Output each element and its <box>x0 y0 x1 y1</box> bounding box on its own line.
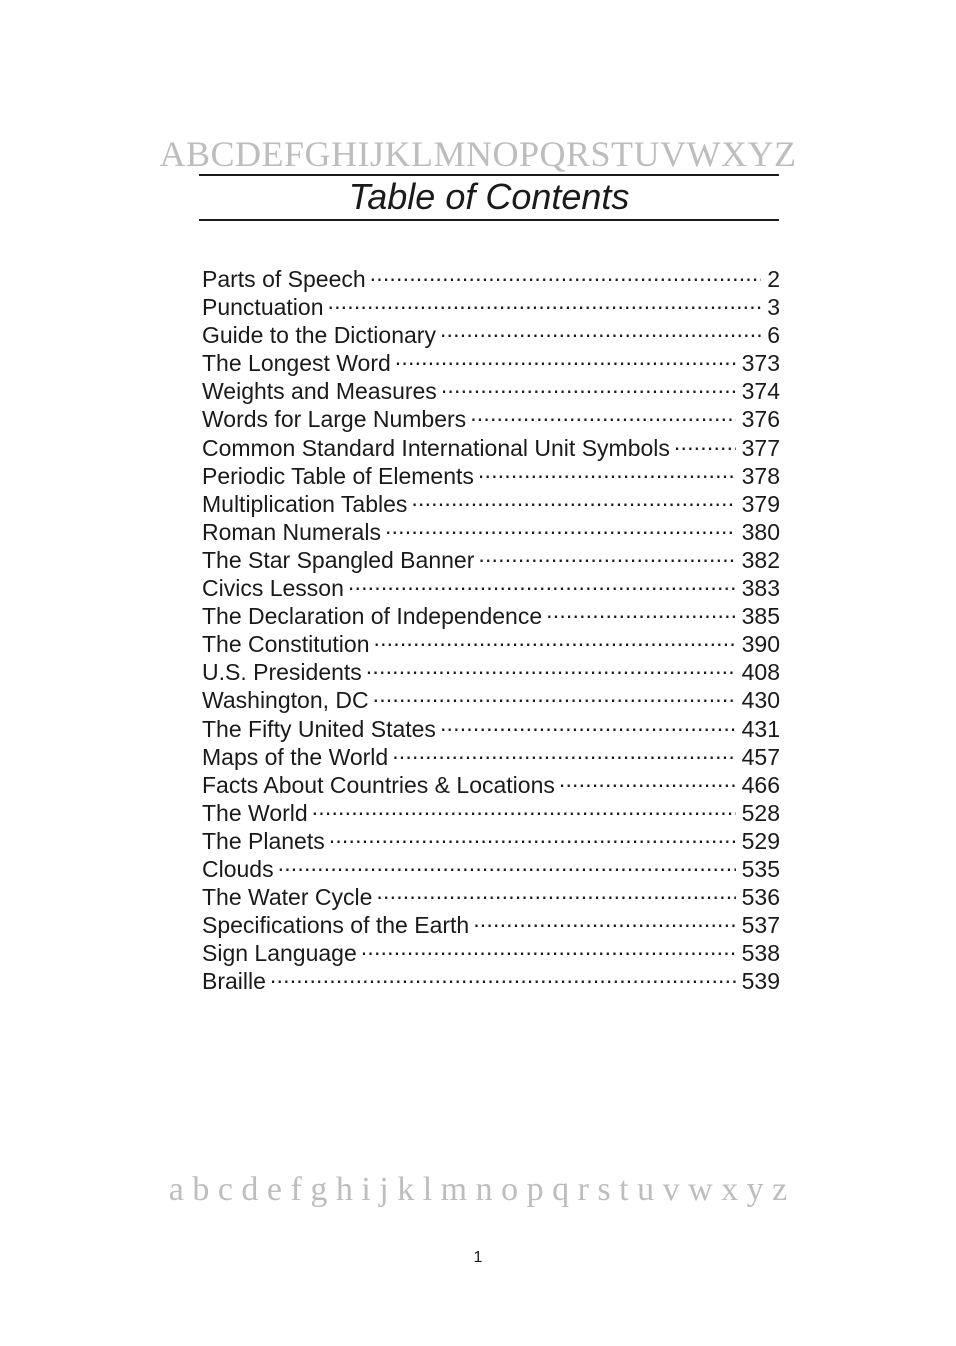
toc-entry-page-number: 379 <box>741 490 780 517</box>
toc-dot-leader <box>327 287 761 315</box>
toc-dot-leader <box>329 821 736 849</box>
toc-entry-label: The Star Spangled Banner <box>202 546 475 573</box>
toc-dot-leader <box>348 568 736 596</box>
alphabet-lowercase-banner: a b c d e f g h i j k l m n o p q r s t u v w x y z <box>168 1171 788 1208</box>
toc-dot-leader <box>373 680 736 708</box>
toc-entry-page-number: 466 <box>741 771 780 798</box>
toc-entry-page-number: 539 <box>741 968 780 995</box>
toc-entry-label: Maps of the World <box>202 743 389 770</box>
toc-entry-label: Washington, DC <box>202 687 369 714</box>
toc-dot-leader <box>478 540 735 568</box>
toc-dot-leader <box>440 709 736 737</box>
toc-entry-page-number: 382 <box>741 546 780 573</box>
toc-entry-page-number: 3 <box>767 294 780 321</box>
toc-entry-page-number: 390 <box>741 631 780 658</box>
page-title: Table of Contents <box>348 176 630 217</box>
toc-entry <box>202 259 780 292</box>
toc-entry-page-number: 373 <box>741 350 780 377</box>
toc-dot-leader <box>470 399 735 427</box>
toc-dot-leader <box>270 961 736 989</box>
toc-entry-label: The Fifty United States <box>202 715 436 742</box>
table-of-contents <box>202 259 780 995</box>
toc-entry-page-number: 537 <box>741 912 780 939</box>
toc-dot-leader <box>478 456 736 484</box>
toc-entry-page-number: 378 <box>741 462 780 489</box>
toc-entry-page-number: 528 <box>741 799 780 826</box>
toc-entry-page-number: 431 <box>741 715 780 742</box>
toc-entry <box>202 961 780 995</box>
toc-dot-leader <box>441 371 736 399</box>
toc-entry-label: The Declaration of Independence <box>202 603 543 630</box>
toc-dot-leader <box>559 765 736 793</box>
toc-entry-label: The Constitution <box>202 631 370 658</box>
title-rule-bottom <box>199 219 779 221</box>
toc-entry-label: The World <box>202 799 308 826</box>
toc-entry-page-number: 408 <box>741 659 780 686</box>
page-number: 1 <box>473 1249 483 1266</box>
toc-dot-leader <box>546 596 735 624</box>
toc-entry-page-number: 2 <box>767 266 780 292</box>
toc-entry-page-number: 538 <box>741 940 780 967</box>
toc-entry-page-number: 383 <box>741 575 780 602</box>
toc-entry-label: Guide to the Dictionary <box>202 322 436 349</box>
toc-entry-label: Facts About Countries & Locations <box>202 771 555 798</box>
toc-entry <box>202 877 780 911</box>
toc-entry-label: Clouds <box>202 855 274 882</box>
toc-dot-leader <box>278 849 736 877</box>
toc-dot-leader <box>440 315 761 343</box>
toc-entry-page-number: 376 <box>741 406 780 433</box>
toc-entry-page-number: 529 <box>741 827 780 854</box>
toc-entry-label: The Water Cycle <box>202 884 373 911</box>
toc-entry-label: Words for Large Numbers <box>202 406 467 433</box>
toc-entry-label: Specifications of the Earth <box>202 912 470 939</box>
toc-entry-label: Sign Language <box>202 940 357 967</box>
toc-dot-leader <box>370 259 762 287</box>
toc-entry-label: The Planets <box>202 827 325 854</box>
toc-entry-label: Roman Numerals <box>202 518 381 545</box>
toc-entry-label: Multiplication Tables <box>202 490 408 517</box>
toc-dot-leader <box>361 933 736 961</box>
toc-entry-page-number: 535 <box>741 855 780 882</box>
toc-entry <box>202 849 780 882</box>
toc-entry-page-number: 385 <box>741 603 780 630</box>
toc-dot-leader <box>366 652 736 680</box>
toc-dot-leader <box>674 428 736 456</box>
toc-entry-label: Common Standard International Unit Symbols <box>202 434 670 461</box>
toc-entry-label: U.S. Presidents <box>202 659 362 686</box>
toc-entry-page-number: 536 <box>741 884 780 911</box>
toc-entry-page-number: 380 <box>741 518 780 545</box>
toc-entry-label: The Longest Word <box>202 350 391 377</box>
toc-dot-leader <box>392 737 735 765</box>
toc-dot-leader <box>473 905 735 933</box>
toc-dot-leader <box>385 512 736 540</box>
alphabet-uppercase-banner: ABCDEFGHIJKLMNOPQRSTUVWXYZ <box>159 134 797 174</box>
toc-dot-leader <box>376 877 735 905</box>
toc-entry-page-number: 6 <box>767 322 780 349</box>
toc-entry-label: Periodic Table of Elements <box>202 462 474 489</box>
toc-dot-leader <box>373 624 735 652</box>
toc-dot-leader <box>395 343 736 371</box>
toc-entry-page-number: 377 <box>741 434 780 461</box>
toc-entry-page-number: 457 <box>741 743 780 770</box>
toc-entry-page-number: 374 <box>741 378 780 405</box>
toc-entry-label: Civics Lesson <box>202 575 344 602</box>
toc-entry-label: Punctuation <box>202 294 324 321</box>
toc-entry-label: Weights and Measures <box>202 378 437 405</box>
toc-entry-page-number: 430 <box>741 687 780 714</box>
toc-dot-leader <box>312 793 736 821</box>
toc-dot-leader <box>411 484 735 512</box>
toc-entry-label: Braille <box>202 968 266 995</box>
toc-entry-label: Parts of Speech <box>202 266 366 292</box>
